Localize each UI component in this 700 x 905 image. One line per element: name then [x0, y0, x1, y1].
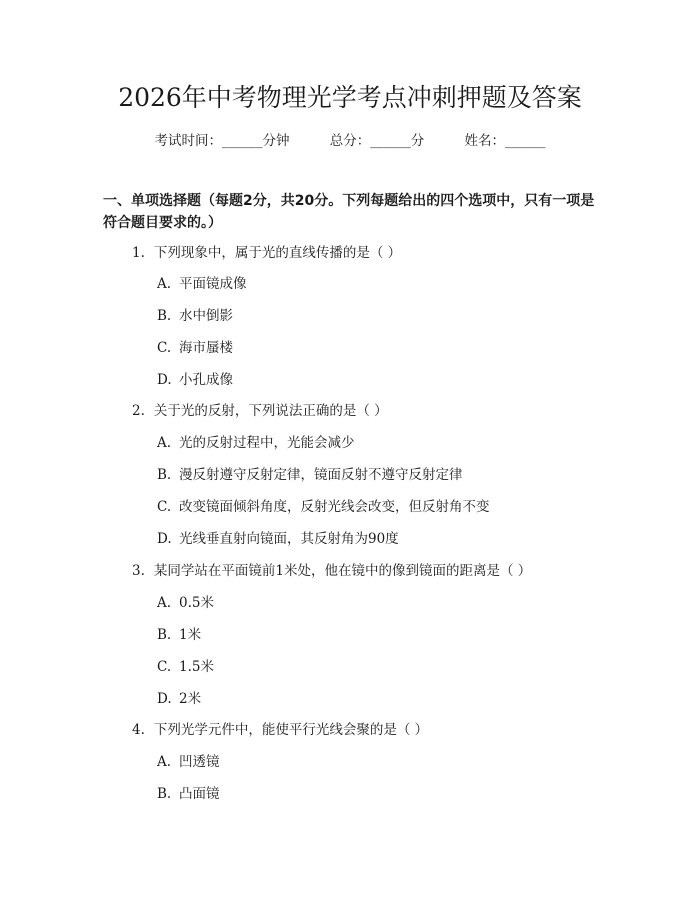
option-letter: B. — [157, 627, 172, 643]
student-name-field: 姓名：______ — [464, 133, 546, 149]
question-3-option-c — [157, 656, 214, 678]
option-text: 漫反射遵守反射定律，镜面反射不遵守反射定律 — [179, 467, 463, 483]
question-1-option-d — [157, 369, 233, 391]
question-4-option-a — [157, 751, 220, 773]
option-letter: B. — [157, 308, 172, 324]
option-letter: B. — [157, 467, 172, 483]
option-text: 1米 — [179, 627, 202, 643]
option-letter: A. — [157, 754, 172, 770]
option-text: 海市蜃楼 — [179, 340, 233, 356]
question-text: 某同学站在平面镜前1米处，他在镜中的像到镜面的距离是（ ） — [153, 563, 532, 579]
question-4-option-b — [157, 783, 220, 805]
option-text: 改变镜面倾斜角度，反射光线会改变，但反射角不变 — [179, 499, 490, 515]
option-letter: D. — [157, 691, 172, 707]
option-text: 平面镜成像 — [179, 276, 247, 292]
exam-meta — [0, 130, 700, 152]
section-heading: 一、单项选择题（每题2分，共20分。下列每题给出的四个选项中，只有一项是符合题目要求的。） — [103, 193, 595, 231]
option-text: 小孔成像 — [179, 372, 233, 388]
exam-time-field: 考试时间：______分钟 — [154, 133, 290, 149]
question-3-option-b — [157, 624, 201, 646]
option-text: 水中倒影 — [179, 308, 233, 324]
question-2-option-b — [157, 464, 463, 486]
question-number: 3. — [132, 563, 145, 579]
option-letter: C. — [157, 340, 172, 356]
question-1 — [132, 242, 401, 264]
option-letter: A. — [157, 435, 172, 451]
question-2 — [132, 400, 388, 422]
question-text: 关于光的反射，下列说法正确的是（ ） — [153, 403, 388, 419]
total-score-field: 总分：______分 — [329, 133, 425, 149]
question-3 — [132, 560, 531, 582]
question-2-option-c — [157, 496, 490, 518]
question-3-option-d — [157, 688, 201, 710]
option-letter: B. — [157, 786, 172, 802]
question-1-option-c — [157, 337, 233, 359]
option-text: 2米 — [179, 691, 202, 707]
question-2-option-a — [157, 432, 355, 454]
question-2-option-d — [157, 528, 399, 550]
option-letter: D. — [157, 372, 172, 388]
option-letter: C. — [157, 659, 172, 675]
option-letter: D. — [157, 531, 172, 547]
question-1-option-b — [157, 305, 233, 327]
page-title: 2026年中考物理光学考点冲刺押题及答案 — [118, 83, 582, 112]
question-number: 4. — [132, 722, 145, 738]
option-letter: A. — [157, 595, 172, 611]
question-text: 下列现象中，属于光的直线传播的是（ ） — [153, 245, 402, 261]
option-text: 1.5米 — [179, 659, 214, 675]
option-letter: C. — [157, 499, 172, 515]
option-text: 凸面镜 — [179, 786, 220, 802]
question-3-option-a — [157, 592, 214, 614]
option-text: 光的反射过程中，光能会减少 — [179, 435, 355, 451]
question-number: 2. — [132, 403, 145, 419]
question-4 — [132, 719, 428, 741]
option-text: 凹透镜 — [179, 754, 220, 770]
question-number: 1. — [132, 245, 145, 261]
option-letter: A. — [157, 276, 172, 292]
question-1-option-a — [157, 273, 247, 295]
option-text: 光线垂直射向镜面，其反射角为90度 — [179, 531, 399, 547]
option-text: 0.5米 — [179, 595, 214, 611]
question-text: 下列光学元件中，能使平行光线会聚的是（ ） — [153, 722, 429, 738]
